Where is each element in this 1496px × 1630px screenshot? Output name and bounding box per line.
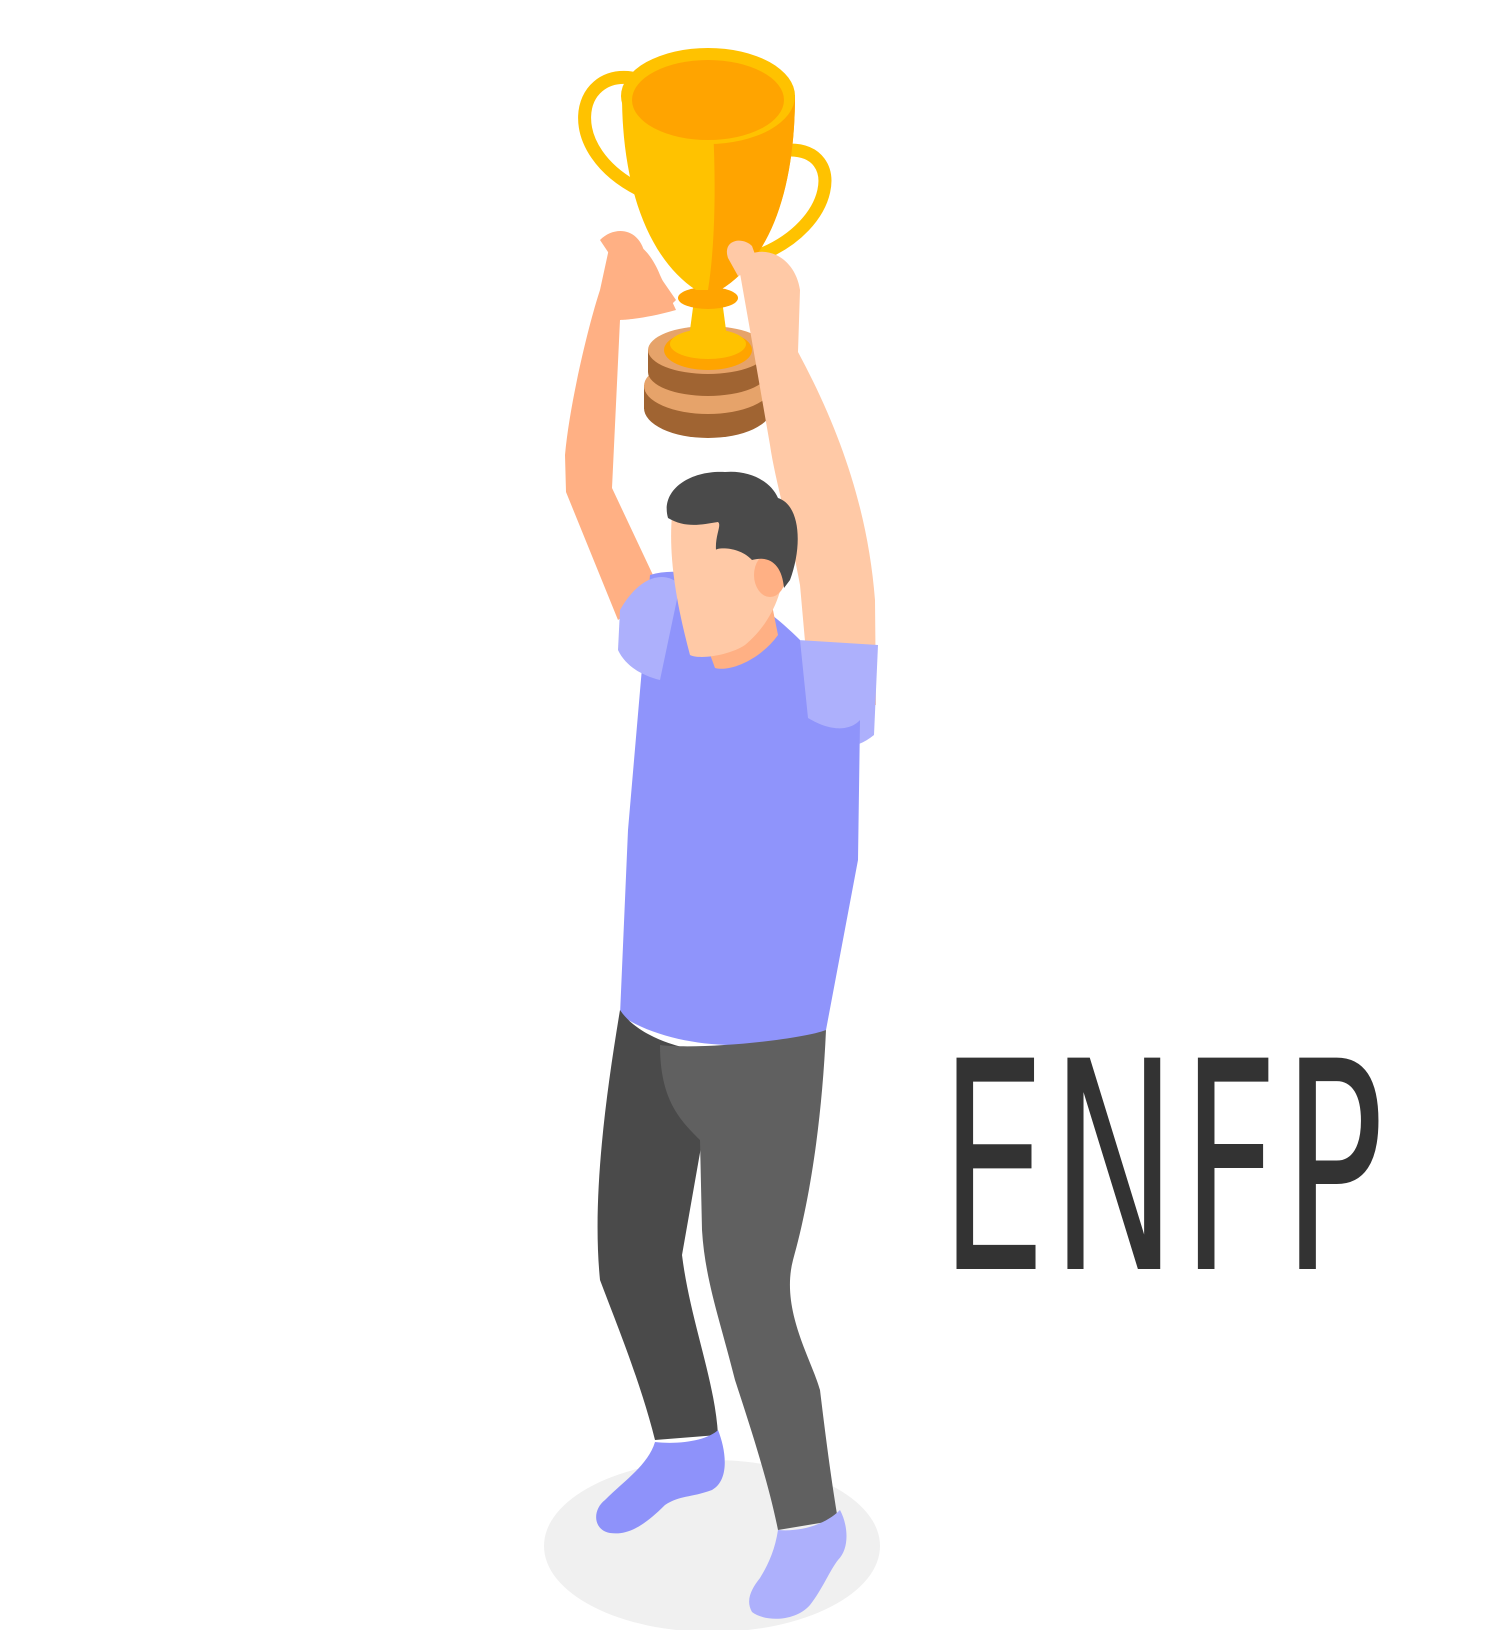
personality-type-title: ENFP [940,1001,1389,1338]
